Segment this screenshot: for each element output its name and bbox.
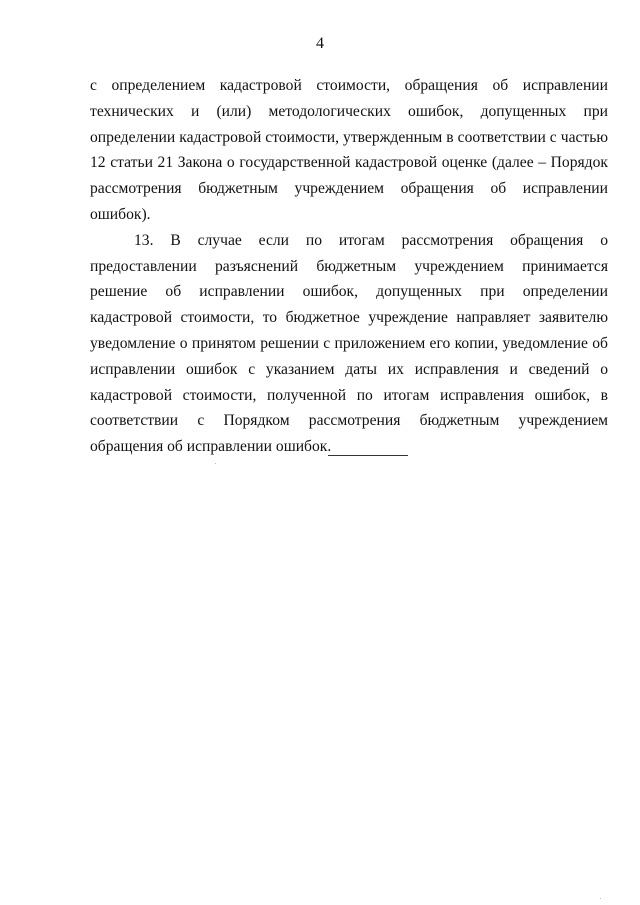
paragraph-continuation: с определением кадастровой стоимости, обращения об исправлении технических и (или) методологических ошибок, допущенных при определении кадастровой стоимости, утвержденным в соответствии с частью 12 статьи 21 Закона о государственной кадастровой оценке (далее – Порядок рассмотрения бюджетным учреждением обращения об исправлении ошибок). [90,77,608,223]
page-number: 4 [316,35,324,52]
paragraph-13: 13. В случае если по итогам рассмотрения обращения о предоставлении разъяснений бюджетным учреждением принимается решение об исправлении ошибок, допущенных при определении кадастровой стоимости, то бюджетное учреждение направляет заявителю уведомление о принятом решении с приложением его копии, уведомление об исправлении ошибок с указанием даты их исправления и сведений о кадастровой стоимости, полученной по итогам исправления ошибок, в соответствии с Порядком рассмотрения бюджетным учреждением обращения об исправлении ошибок. [90,231,608,456]
document-body [90,73,608,460]
end-of-text-rule [328,455,408,456]
scan-speck [600,898,601,899]
scan-speck [215,463,216,464]
